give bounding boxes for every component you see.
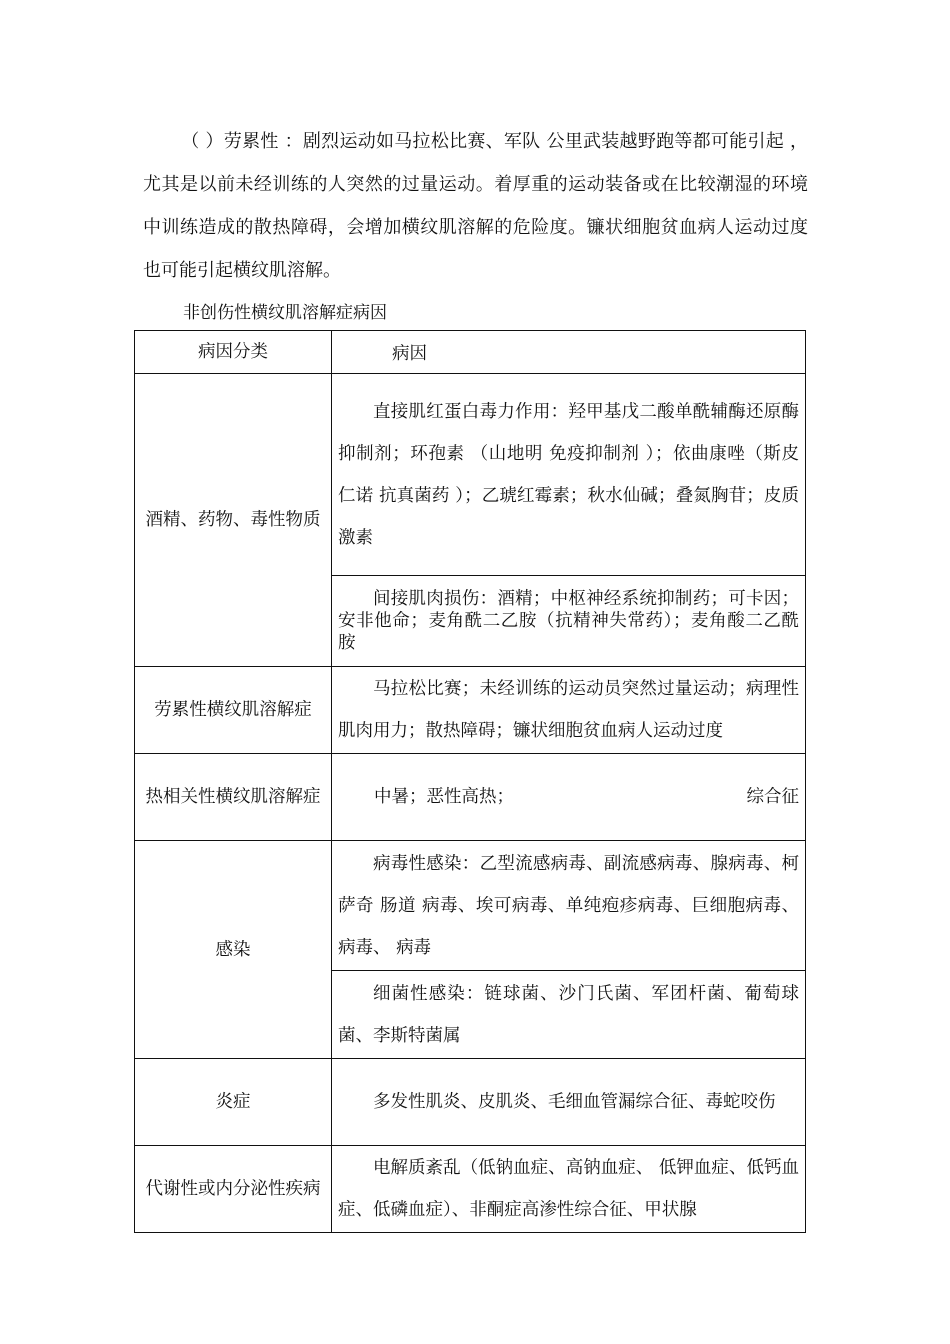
table-row xyxy=(135,754,806,841)
cause-text xyxy=(338,776,799,818)
paragraph-text: （ ）劳累性 ：剧烈运动如马拉松比赛、军队 公里武装越野跑等都可能引起 ，尤其是以前未经训练的人突然的过量运动。着厚重的运动装备或在比较潮湿的环境中训练造成的散热障碍，会增加横纹肌溶解的危险度。镰状细胞贫血病人运动过度也可能引起横纹肌溶解。 xyxy=(143,131,808,281)
cause-text: 多发性肌炎、皮肌炎、毛细血管漏综合征、毒蛇咬伤 xyxy=(373,1092,776,1112)
row-category xyxy=(135,1059,332,1146)
row-cause xyxy=(332,1059,806,1146)
cause-part: 综合征 xyxy=(746,787,799,807)
row-category-text: 热相关性横纹肌溶解症 xyxy=(145,787,321,807)
header-cause xyxy=(332,331,806,374)
row-category-text: 炎症 xyxy=(215,1092,251,1112)
table-caption: 非创伤性横纹肌溶解症病因 xyxy=(183,303,387,323)
row-cause xyxy=(332,667,806,754)
row-category xyxy=(135,374,332,667)
row-cause xyxy=(332,374,806,576)
cause-text: 细菌性感染：链球菌、沙门氏菌、军团杆菌、葡萄球菌、李斯特菌属 xyxy=(338,983,799,1046)
row-category xyxy=(135,754,332,841)
row-cause xyxy=(332,841,806,971)
cause-text: 马拉松比赛；未经训练的运动员突然过量运动；病理性肌肉用力；散热障碍；镰状细胞贫血病人运动过度 xyxy=(338,679,799,741)
table-header-row xyxy=(135,331,806,374)
row-category-text: 感染 xyxy=(215,939,251,960)
cause-text: 直接肌红蛋白毒力作用：羟甲基戊二酸单酰辅酶还原酶抑制剂；环孢素 （山地明 免疫抑制剂 ）；依曲康唑（斯皮仁诺 抗真菌药 ）；乙琥红霉素；秋水仙碱；叠氮胸苷；皮质激素 xyxy=(338,401,799,548)
row-category-text: 劳累性横纹肌溶解症 xyxy=(154,700,312,720)
cause-text: 电解质紊乱（低钠血症、高钠血症、 低钾血症、低钙血症、低磷血症）、非酮症高渗性综合征、甲状腺 xyxy=(338,1158,799,1220)
etiology-table xyxy=(134,330,806,1233)
cause-part: 中暑；恶性高热； xyxy=(374,787,514,807)
row-category-text: 酒精、药物、毒性物质 xyxy=(145,510,321,530)
table-row xyxy=(135,841,806,971)
table-row xyxy=(135,667,806,754)
row-category xyxy=(135,667,332,754)
row-cause xyxy=(332,1146,806,1233)
row-cause xyxy=(332,971,806,1059)
cause-text: 病毒性感染：乙型流感病毒、副流感病毒、腺病毒、柯萨奇 肠道 病毒、埃可病毒、单纯疱疹病毒、巨细胞病毒、 病毒、 病毒 xyxy=(338,853,799,958)
table-row xyxy=(135,1059,806,1146)
header-category: 病因分类 xyxy=(135,331,332,374)
row-category-text: 代谢性或内分泌性疾病 xyxy=(145,1179,321,1199)
cause-text: 间接肌肉损伤：酒精；中枢神经系统抑制药；可卡因；安非他命；麦角酰二乙胺（抗精神失常药）；麦角酸二乙酰胺 xyxy=(338,588,799,653)
row-category xyxy=(135,841,332,1059)
table-row xyxy=(135,1146,806,1233)
header-cause-label: 病因 xyxy=(392,343,427,364)
row-cause xyxy=(332,576,806,667)
intro-paragraph xyxy=(143,120,808,292)
row-cause xyxy=(332,754,806,841)
table-row xyxy=(135,374,806,576)
row-category xyxy=(135,1146,332,1233)
